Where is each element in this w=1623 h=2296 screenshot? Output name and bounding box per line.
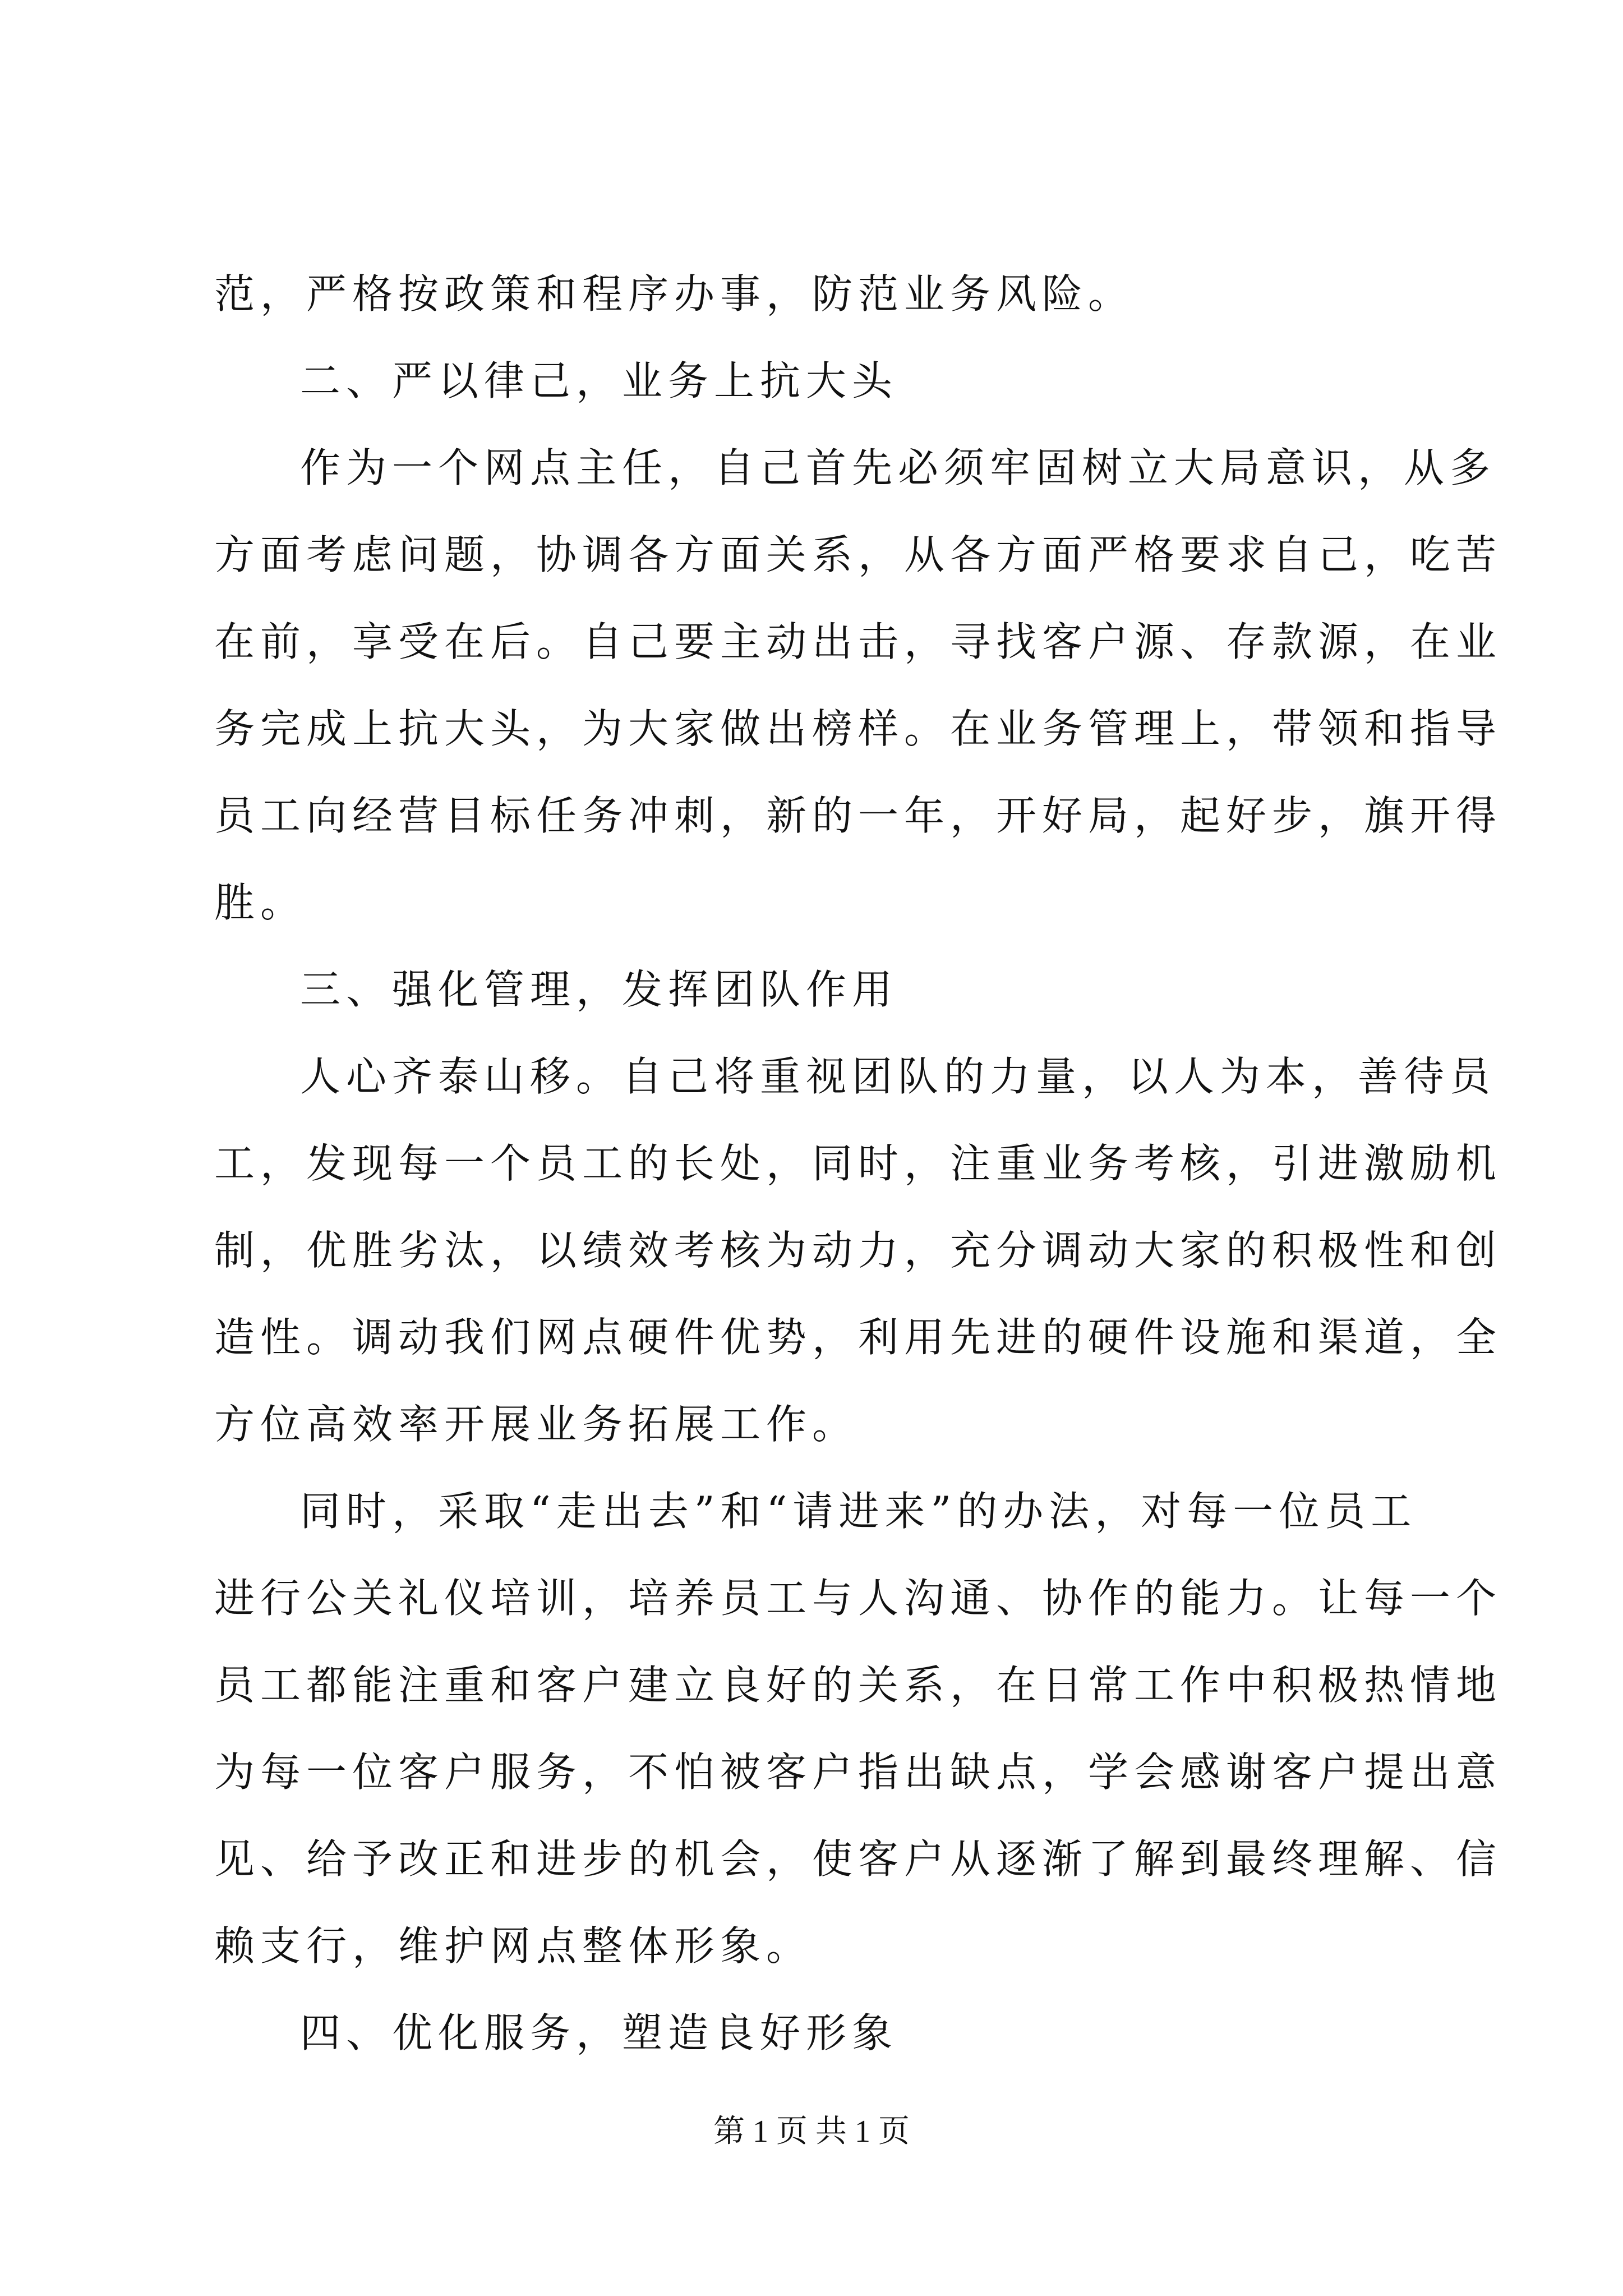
text-line: 员工都能注重和客户建立良好的关系，在日常工作中积极热情地 — [214, 1662, 1502, 1709]
text-line: 方位高效率开展业务拓展工作。 — [214, 1401, 859, 1448]
text-line: 作为一个网点主任，自己首先必须牢固树立大局意识，从多 — [300, 444, 1496, 491]
page-footer: 第 1 页 共 1 页 — [713, 2114, 910, 2149]
text-line: 赖支行，维护网点整体形象。 — [214, 1922, 813, 1970]
text-line: 在前，享受在后。自己要主动出击，寻找客户源、存款源，在业 — [214, 618, 1502, 665]
text-line: 为每一位客户服务，不怕被客户指出缺点，学会感谢客户提出意 — [214, 1749, 1502, 1796]
text-line: 员工向经营目标任务冲刺，新的一年，开好局，起好步，旗开得 — [214, 792, 1502, 839]
text-line: 务完成上抗大头，为大家做出榜样。在业务管理上，带领和指导 — [214, 705, 1502, 752]
text-line: 进行公关礼仪培训，培养员工与人沟通、协作的能力。让每一个 — [214, 1575, 1502, 1622]
text-line: 方面考虑问题，协调各方面关系，从各方面严格要求自己，吃苦 — [214, 531, 1502, 578]
text-line: 制，优胜劣汰，以绩效考核为动力，充分调动大家的积极性和创 — [214, 1227, 1502, 1274]
section-heading: 三、强化管理，发挥团队作用 — [300, 966, 898, 1013]
text-line: 胜。 — [214, 879, 307, 926]
section-heading: 四、优化服务，塑造良好形象 — [300, 2009, 898, 2056]
document-body — [214, 251, 1502, 2077]
text-line: 造性。调动我们网点硬件优势，利用先进的硬件设施和渠道，全 — [214, 1314, 1502, 1361]
text-line: 工，发现每一个员工的长处，同时，注重业务考核，引进激励机 — [214, 1140, 1502, 1187]
text-line: 同时，采取“走出去”和“请进来”的办法，对每一位员工 — [300, 1488, 1417, 1535]
text-line: 范，严格按政策和程序办事，防范业务风险。 — [214, 270, 1135, 318]
text-line: 人心齐泰山移。自己将重视团队的力量，以人为本，善待员 — [300, 1053, 1496, 1100]
section-heading: 二、严以律己，业务上抗大头 — [300, 357, 898, 404]
text-line: 见、给予改正和进步的机会，使客户从逐渐了解到最终理解、信 — [214, 1835, 1502, 1883]
